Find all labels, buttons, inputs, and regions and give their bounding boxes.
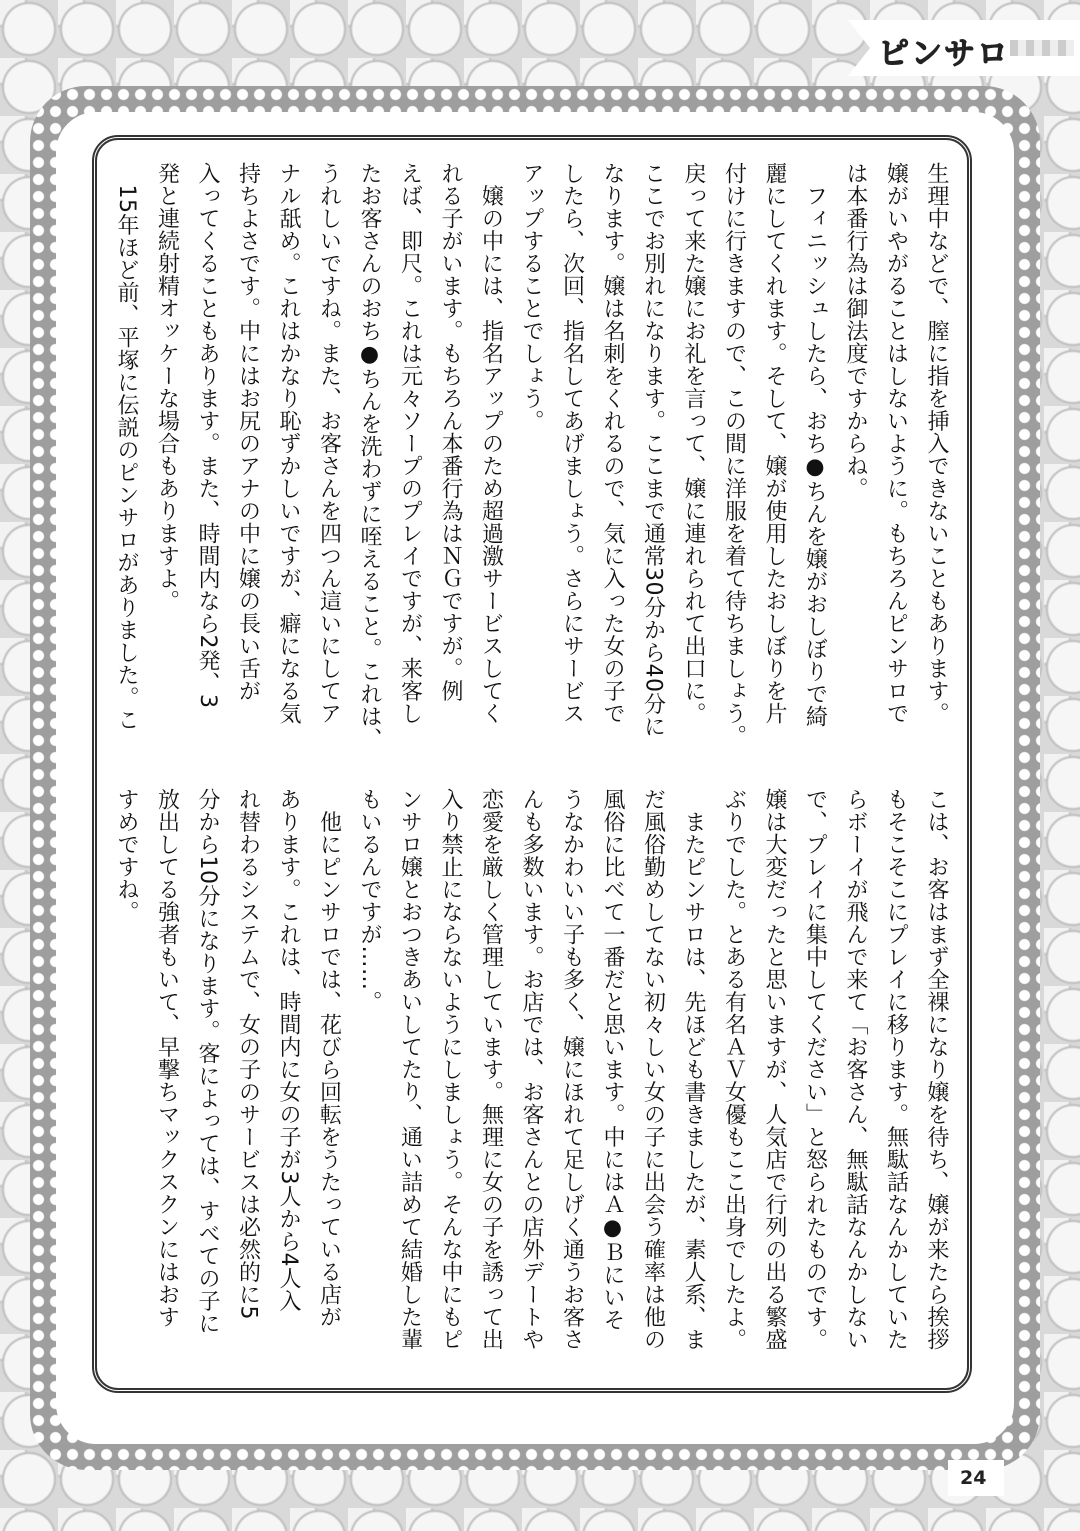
- article-top-line: フィニッシュしたら、おち●ちんを嬢がおしぼりで綺: [802, 162, 828, 728]
- article-top-line: なります。嬢は名刺をくれるので、気に入った女の子で: [600, 162, 625, 725]
- article-bottom-line: うなかわいい子も多く、嬢にほれて足しげく通うお客さ: [559, 788, 585, 1351]
- article-top-block: [106, 162, 957, 750]
- article-top-line: うれしいですね。また、お客さんを四つん這いにしてア: [316, 162, 342, 725]
- article-top-line: したら、次回、指名してあげましょう。さらにサービス: [559, 162, 585, 725]
- article-top-line: 生理中などで、膣に指を挿入できないこともあります。: [924, 162, 949, 725]
- article-top-line: えば、即尺。これは元々ソープのプレイですが、来客し: [397, 162, 423, 725]
- article-bottom-line: もいるんですが……。: [357, 788, 382, 1013]
- article-bottom-line: またピンサロは、先ほども書きましたが、素人系、ま: [681, 788, 706, 1351]
- article-bottom-line: 風俗に比べて一番だと思います。中にはＡ●Ｂにいそ: [600, 788, 625, 1331]
- article-top-line: 15年ほど前、平塚に伝説のピンサロがありました。こ: [114, 162, 139, 731]
- article-bottom-line: ンサロ嬢とおつきあいしてたり、通い詰めて結婚した輩: [397, 788, 423, 1351]
- page-number: 24: [960, 1467, 987, 1489]
- article-top-line: 付けに行きますので、この間に洋服を着て待ちましょう。: [721, 162, 747, 747]
- article-bottom-line: 分から10分になります。客によっては、すべての子に: [195, 788, 220, 1335]
- article-top-line: たお客さんのおち●ちんを洗わずに咥えること。これは、: [357, 162, 382, 750]
- article-bottom-line: で、プレイに集中してください」と怒られたものです。: [802, 788, 828, 1351]
- article-bottom-line: れ替わるシステムで、女の子のサービスは必然的に5: [235, 788, 261, 1320]
- article-top-line: 嬢の中には、指名アップのため超過激サービスしてく: [478, 162, 504, 725]
- article-bottom-line: あります。これは、時間内に女の子が3人から4人入: [276, 788, 301, 1312]
- article-top-line: アップすることでしょう。: [519, 162, 544, 432]
- article-bottom-line: こは、お客はまず全裸になり嬢を待ち、嬢が来たら挨拶: [924, 788, 949, 1351]
- article-top-line: ここでお別れになります。ここまで通常30分から40分に: [640, 162, 666, 738]
- article-bottom-line: だ風俗勤めしてない初々しい女の子に出会う確率は他の: [640, 788, 666, 1351]
- article-top-line: 戻って来た嬢にお礼を言って、嬢に連れられて出口に。: [681, 162, 706, 725]
- article-top-line: 持ちよさです。中にはお尻のアナの中に嬢の長い舌が: [235, 162, 261, 702]
- article-bottom-line: 入り禁止にならないようにしましょう。そんな中にもピ: [438, 788, 463, 1351]
- article-top-line: 入ってくることもあります。また、時間内なら2発、3: [195, 162, 220, 709]
- article-bottom-line: んも多数います。お店では、お客さんとの店外デートや: [519, 788, 544, 1351]
- article-top-line: 嬢がいやがることはしないように。もちろんピンサロで: [883, 162, 909, 725]
- article-top-line: は本番行為は御法度ですからね。: [843, 162, 868, 500]
- article-bottom-line: 放出してる強者もいて、早撃ちマックスクンにはおす: [154, 788, 180, 1328]
- article-top-line: 麗にしてくれます。そして、嬢が使用したおしぼりを片: [762, 162, 787, 725]
- article-top-line: れる子がいます。もちろん本番行為はＮＧですが。例: [438, 162, 463, 702]
- article-bottom-line: 恋愛を厳しく管理しています。無理に女の子を誘って出: [478, 788, 504, 1351]
- article-bottom-line: ぶりでした。とある有名ＡＶ女優もここ出身でしたよ。: [721, 788, 747, 1351]
- article-bottom-line: らボーイが飛んで来て「お客さん、無駄話なんかしない: [843, 788, 868, 1351]
- article-top-line: 発と連続射精オッケーな場合もありますよ。: [154, 162, 180, 612]
- section-title: ピンサロ: [878, 36, 1010, 72]
- article-top-line: ナル舐め。これはかなり恥ずかしいですが、癖になる気: [276, 162, 301, 725]
- header-decoration: [1010, 40, 1074, 56]
- article-bottom-line: 嬢は大変だったと思いますが、人気店で行列の出る繁盛: [762, 788, 787, 1351]
- article-bottom-line: 他にピンサロでは、花びら回転をうたっている店が: [316, 788, 342, 1328]
- article-bottom-line: すめですね。: [114, 788, 139, 923]
- article-bottom-line: もそこそこにプレイに移ります。無駄話なんかしていた: [883, 788, 909, 1351]
- article-bottom-block: [106, 788, 957, 1368]
